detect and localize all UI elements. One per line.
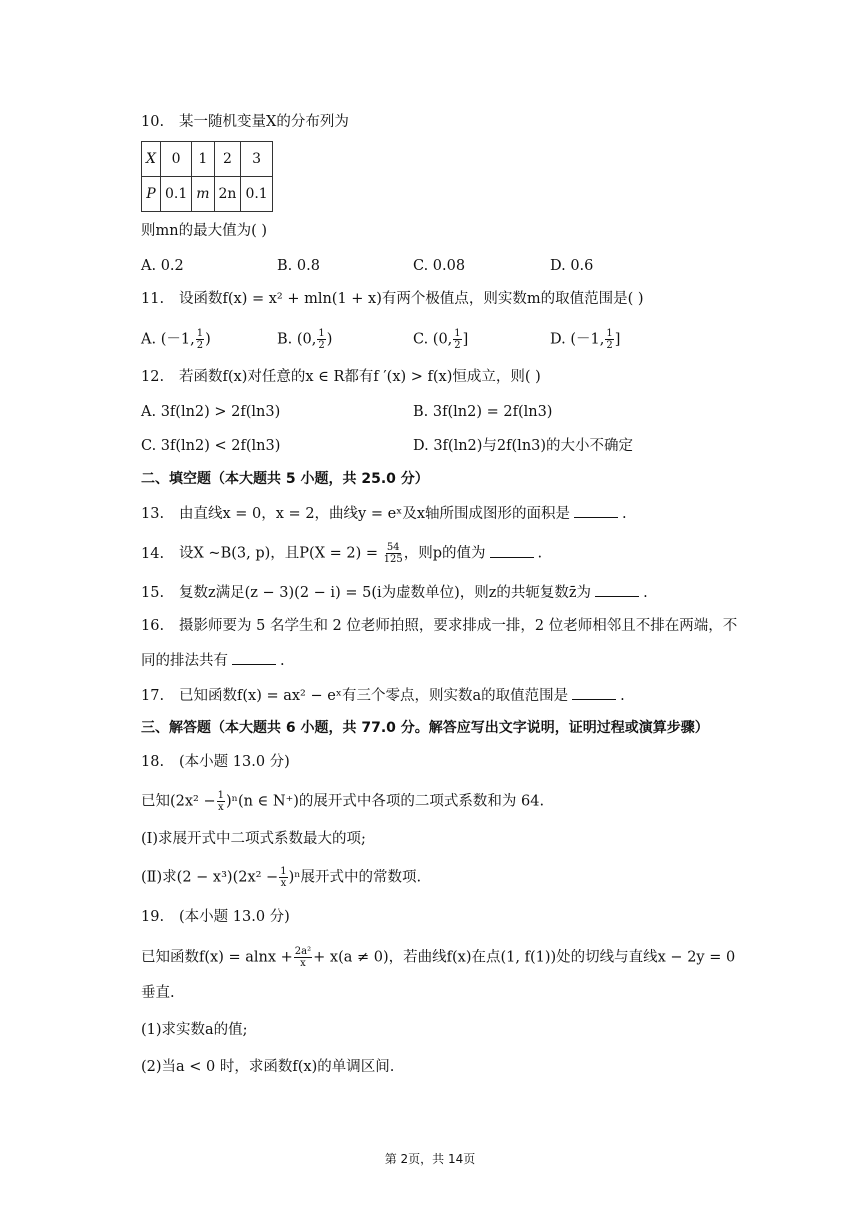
question-number: 14. xyxy=(141,545,165,562)
option-a: A. 0.2 xyxy=(141,258,184,274)
question-14: 14. 设X ~B(3, p)，且P(X = 2) = $\frac{54}{125}$ ，则p的值为 . xyxy=(141,542,543,565)
question-text: ，则p的值为 xyxy=(403,545,486,562)
option-b: B. (0, $\frac{1}{2}$ ) xyxy=(277,328,333,351)
section-heading: 三、解答题（本大题共 6 小题，共 77.0 分。解答应写出文字说明，证明过程或演算步骤） xyxy=(141,720,709,736)
question-number: 15. xyxy=(141,585,165,601)
table-cell: 1 xyxy=(192,142,214,177)
question-15: 15. 复数z满足(z − 3)(2 − i) = 5(i为虚数单位)，则z的共轭复数z̄为 . xyxy=(141,582,648,603)
question-number: 12. xyxy=(141,369,165,385)
table-cell: 3 xyxy=(241,142,272,177)
question-text: 设函数f(x) = x² + mln(1 + x)有两个极值点，则实数m的取值范围是( ) xyxy=(179,291,644,307)
fraction: $\frac{1}{2}$ xyxy=(606,328,613,351)
table-cell: m xyxy=(192,177,214,212)
question-part-2: (Ⅱ)求(2 − x³)(2x² − $\frac{1}{x}$ )ⁿ展开式中的常数项. xyxy=(141,866,422,889)
option-text: A. (－1, xyxy=(141,331,195,348)
question-text: 若函数f(x)对任意的x ∈ R都有f ′(x) > f(x)恒成立，则( ) xyxy=(179,369,541,385)
fraction: $\frac{1}{2}$ xyxy=(454,328,461,351)
table-cell: P xyxy=(142,177,161,212)
table-cell: 2 xyxy=(214,142,241,177)
table-row xyxy=(142,177,273,212)
question-score: (本小题 13.0 分) xyxy=(179,754,290,770)
option-a: A. 3f(ln2) > 2f(ln3) xyxy=(141,404,281,420)
question-part-2: (2)当a < 0 时，求函数f(x)的单调区间. xyxy=(141,1059,395,1075)
option-d: D. 3f(ln2)与2f(ln3)的大小不确定 xyxy=(413,438,634,454)
question-part-1: (1)求实数a的值; xyxy=(141,1022,248,1038)
answer-blank xyxy=(574,503,618,518)
question-number: 11. xyxy=(141,291,165,307)
question-number: 18. xyxy=(141,754,165,770)
answer-blank xyxy=(595,582,639,597)
option-text: C. (0, xyxy=(413,331,453,348)
question-18-stem: 已知(2x² − $\frac{1}{x}$ )ⁿ(n ∈ N⁺)的展开式中各项的二项式系数和为 64. xyxy=(141,790,545,813)
option-a: A. (－1, $\frac{1}{2}$ ) xyxy=(141,328,211,351)
option-d: D. (－1, $\frac{1}{2}$ ] xyxy=(550,328,621,351)
question-19-stem: 已知函数f(x) = alnx + $\frac{\text{2a²}}{x}$ + x(a ≠ 0)，若曲线f(x)在点(1, f(1))处的切线与直线x − 2y = 0 xyxy=(141,946,736,969)
question-text: 复数z满足(z − 3)(2 − i) = 5(i为虚数单位)，则z的共轭复数z̄为 xyxy=(179,585,592,601)
page-footer: 第 2页，共 14页 xyxy=(384,1152,476,1166)
distribution-table xyxy=(141,141,273,212)
option-text: D. (－1, xyxy=(550,331,605,348)
table-cell: 0.1 xyxy=(160,177,191,212)
section-heading: 二、填空题（本大题共 5 小题，共 25.0 分） xyxy=(141,471,429,487)
question-text: 同的排法共有 xyxy=(141,653,228,669)
question-12 xyxy=(141,367,541,387)
question-11 xyxy=(141,289,644,309)
table-row xyxy=(142,142,273,177)
question-number: 13. xyxy=(141,506,165,522)
question-19 xyxy=(141,907,290,927)
option-b: B. 3f(ln2) = 2f(ln3) xyxy=(413,404,553,420)
option-d: D. 0.6 xyxy=(550,258,594,274)
fraction: $\frac{1}{2}$ xyxy=(196,328,204,351)
question-number: 19. xyxy=(141,909,165,925)
question-10 xyxy=(141,112,349,132)
question-text: 某一随机变量X的分布列为 xyxy=(179,114,349,130)
question-16-cont: 同的排法共有 . xyxy=(141,650,285,671)
question-number: 16. xyxy=(141,618,165,634)
question-text: 由直线x = 0，x = 2，曲线y = eˣ及x轴所围成图形的面积是 xyxy=(179,506,571,522)
fraction: $\frac{1}{x}$ xyxy=(217,790,225,813)
table-cell: 2n xyxy=(214,177,241,212)
option-text: B. (0, xyxy=(277,331,317,348)
answer-blank xyxy=(490,543,534,558)
question-16 xyxy=(141,616,737,636)
question-stem: 则mn的最大值为( ) xyxy=(141,223,268,239)
question-number: 10. xyxy=(141,114,165,130)
question-text: 设X ~B(3, p)，且P(X = 2) = xyxy=(179,545,379,562)
option-c: C. 0.08 xyxy=(413,258,466,274)
question-text: 摄影师要为 5 名学生和 2 位老师拍照，要求排成一排，2 位老师相邻且不排在两端，不 xyxy=(179,618,738,634)
fraction: $\frac{\text{2a²}}{x}$ xyxy=(294,946,312,969)
question-score: (本小题 13.0 分) xyxy=(179,909,290,925)
question-number: 17. xyxy=(141,688,165,704)
answer-blank xyxy=(232,650,276,665)
table-cell: 0 xyxy=(160,142,191,177)
option-c: C. 3f(ln2) < 2f(ln3) xyxy=(141,438,281,454)
question-19-cont: 垂直. xyxy=(141,985,175,1001)
option-b: B. 0.8 xyxy=(277,258,320,274)
question-13: 13. 由直线x = 0，x = 2，曲线y = eˣ及x轴所围成图形的面积是 . xyxy=(141,503,627,524)
question-17: 17. 已知函数f(x) = ax² − eˣ有三个零点，则实数a的取值范围是 . xyxy=(141,685,625,706)
option-c: C. (0, $\frac{1}{2}$ ] xyxy=(413,328,469,351)
question-text: 已知函数f(x) = ax² − eˣ有三个零点，则实数a的取值范围是 xyxy=(179,688,569,704)
fraction: $\frac{1}{x}$ xyxy=(280,866,287,889)
answer-blank xyxy=(572,685,616,700)
question-part-1: (Ⅰ)求展开式中二项式系数最大的项; xyxy=(141,831,366,847)
table-cell: 0.1 xyxy=(241,177,272,212)
table-cell: X xyxy=(142,142,161,177)
question-18 xyxy=(141,752,290,772)
fraction: $\frac{54}{125}$ xyxy=(383,542,403,565)
fraction: $\frac{1}{2}$ xyxy=(318,328,325,351)
